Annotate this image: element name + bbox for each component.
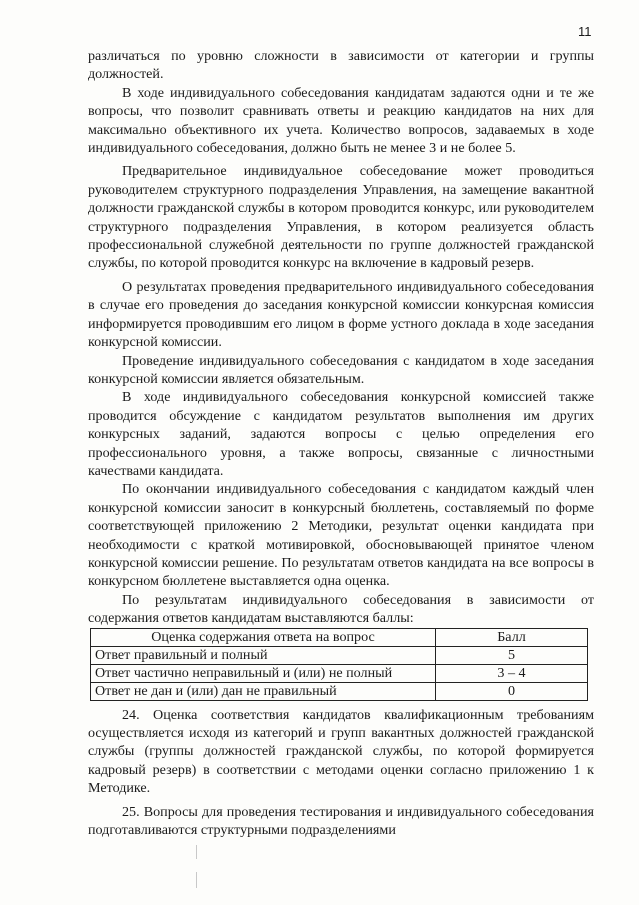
table-cell: Ответ не дан и (или) дан не правильный bbox=[91, 682, 436, 700]
table-cell: Ответ правильный и полный bbox=[91, 646, 436, 664]
paragraph: Проведение индивидуального собеседования с кандидатом в ходе заседания конкурсной комиссии является обязательным. bbox=[88, 352, 594, 387]
scan-mark bbox=[196, 872, 197, 888]
paragraph: 24. Оценка соответствия кандидатов квалификационным требованиям осуществляется исходя из категорий и групп вакантных должностей гражданской службы (группы должностей гражданской службы, по которой формируется кадровый резерв) в соответствии с методами оценки согласно приложению 1 к Методике. bbox=[88, 706, 594, 797]
table-cell: 5 bbox=[436, 646, 588, 664]
table-header-cell: Балл bbox=[436, 628, 588, 646]
table-header-row bbox=[91, 628, 588, 646]
table-row bbox=[91, 646, 588, 664]
page-number: 11 bbox=[578, 24, 592, 39]
document-body bbox=[88, 47, 594, 839]
scan-mark bbox=[196, 845, 197, 859]
table-row bbox=[91, 682, 588, 700]
table-row bbox=[91, 664, 588, 682]
paragraph: По результатам индивидуального собеседования в зависимости от содержания ответов кандидатам выставляются баллы: bbox=[88, 591, 594, 627]
table-header-cell: Оценка содержания ответа на вопрос bbox=[91, 628, 436, 646]
paragraph: В ходе индивидуального собеседования кандидатам задаются одни и те же вопросы, что позволит сравнивать ответы и реакцию кандидатов на них для максимально объективного их учета. Количество вопросов, задаваемых в ходе индивидуального собеседования, должно быть не менее 3 и не более 5. bbox=[88, 84, 594, 157]
paragraph: По окончании индивидуального собеседования с кандидатом каждый член конкурсной комиссии заносит в конкурсный бюллетень, составляемый по форме соответствующей приложению 2 Методики, результат оценки кандидата при необходимости с краткой мотивировкой, обосновывающей принятое членом конкурсной комиссии решение. По результатам ответов кандидата на все вопросы в конкурсном бюллетене выставляется одна оценка. bbox=[88, 481, 594, 590]
paragraph: Предварительное индивидуальное собеседование может проводиться руководителем структурного подразделения Управления, на замещение вакантной должности гражданской службы в котором проводится конкурс, или руководителем структурного подразделения Управления, в котором реализуется область профессиональной служебной деятельности по группе должностей гражданской службы, по которой проводится конкурс на включение в кадровый резерв. bbox=[88, 163, 594, 272]
paragraph: О результатах проведения предварительного индивидуального собеседования в случае его проведения до заседания конкурсной комиссии конкурсная комиссия информируется проводившим его лицом в форме устного доклада в ходе заседания конкурсной комиссии. bbox=[88, 278, 594, 351]
paragraph: 25. Вопросы для проведения тестирования и индивидуального собеседования подготавливаются структурными подразделениями bbox=[88, 803, 594, 839]
table-cell: Ответ частично неправильный и (или) не полный bbox=[91, 664, 436, 682]
paragraph: различаться по уровню сложности в зависимости от категории и группы должностей. bbox=[88, 48, 594, 83]
score-table bbox=[90, 628, 588, 701]
paragraph: В ходе индивидуального собеседования конкурсной комиссией также проводится обсуждение с кандидатом результатов выполнения им других конкурсных заданий, задаются вопросы с целью определения его профессионального уровня, а также вопросы, связанные с личностными качествами кандидата. bbox=[88, 389, 594, 479]
table-cell: 3 – 4 bbox=[436, 664, 588, 682]
table-cell: 0 bbox=[436, 682, 588, 700]
